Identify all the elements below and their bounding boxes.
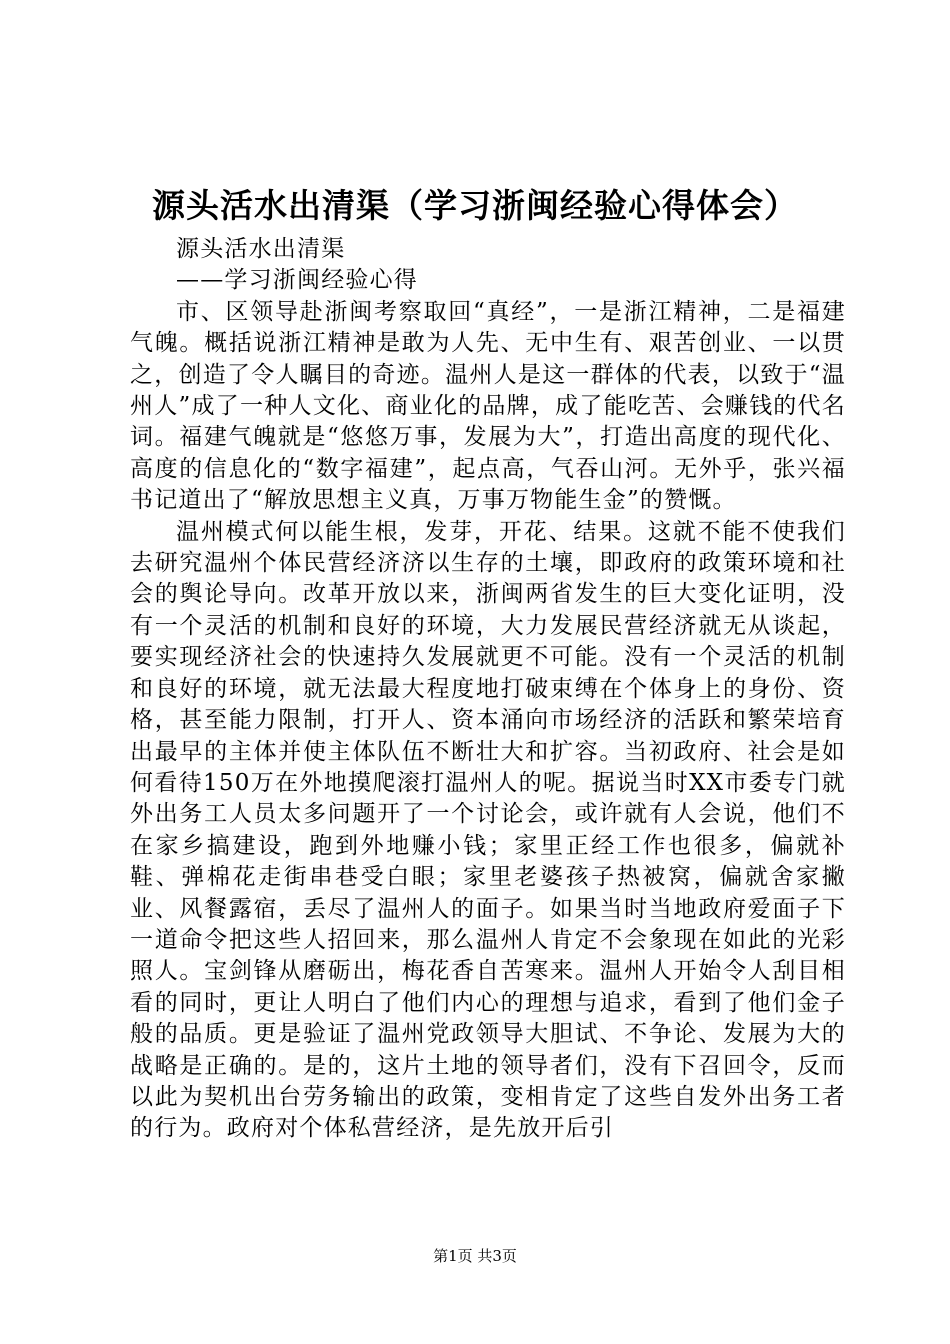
paragraph: 温州模式何以能生根，发芽，开花、结果。这就不能不使我们去研究温州个体民营经济济以生存的土壤，即政府的政策环境和社会的舆论导向。改革开放以来，浙闽两省发生的巨大变化证明，没有一个灵活的机制和良好的环境，大力发展民营经济就无从谈起，要实现经济社会的快速持久发展就更不可能。没有一个灵活的机制和良好的环境，就无法最大程度地打破束缚在个体身上的身份、资格，甚至能力限制，打开人、资本涌向市场经济的活跃和繁荣培育出最早的主体并使主体队伍不断壮大和扩容。当初政府、社会是如何看待150万在外地摸爬滚打温州人的呢。据说当时XX市委专门就外出务工人员太多问题开了一个讨论会，或许就有人会说，他们不在家乡搞建设，跑到外地赚小钱；家里正经工作也很多，偏就补鞋、弹棉花走街串巷受白眼；家里老婆孩子热被窝，偏就舍家撇业、风餐露宿，丢尽了温州人的面子。如果当时当地政府爱面子下一道命令把这些人招回来，那么温州人肯定不会象现在如此的光彩照人。宝剑锋从磨砺出，梅花香自苦寒来。温州人开始令人刮目相看的同时，更让人明白了他们内心的理想与追求，看到了他们金子般的品质。更是验证了温州党政领导大胆试、不争论、发展为大的战略是正确的。是的，这片土地的领导者们，没有下召回令，反而以此为契机出台劳务输出的政策，变相肯定了这些自发外出务工者的行为。政府对个体私营经济，是先放开后引 — [130, 518, 846, 1142]
paragraph: 市、区领导赴浙闽考察取回“真经”，一是浙江精神，二是福建气魄。概括说浙江精神是敢为人先、无中生有、艰苦创业、一以贯之，创造了令人瞩目的奇迹。温州人是这一群体的代表，以致于“温州人”成了一种人文化、商业化的品牌，成了能吃苦、会赚钱的代名词。福建气魄就是“悠悠万事，发展为大”，打造出高度的现代化、高度的信息化的“数字福建”，起点高，气吞山河。无外乎，张兴福书记道出了“解放思想主义真，万事万物能生金”的赞慨。 — [130, 298, 846, 514]
subtitle-secondary: ——学习浙闽经验心得 — [176, 267, 418, 294]
document-title: 源头活水出清渠（学习浙闽经验心得体会） — [152, 186, 798, 225]
document-body — [130, 234, 846, 1145]
page-number: 第1页 共3页 — [433, 1247, 517, 1265]
subtitle-main: 源头活水出清渠 — [176, 236, 346, 262]
